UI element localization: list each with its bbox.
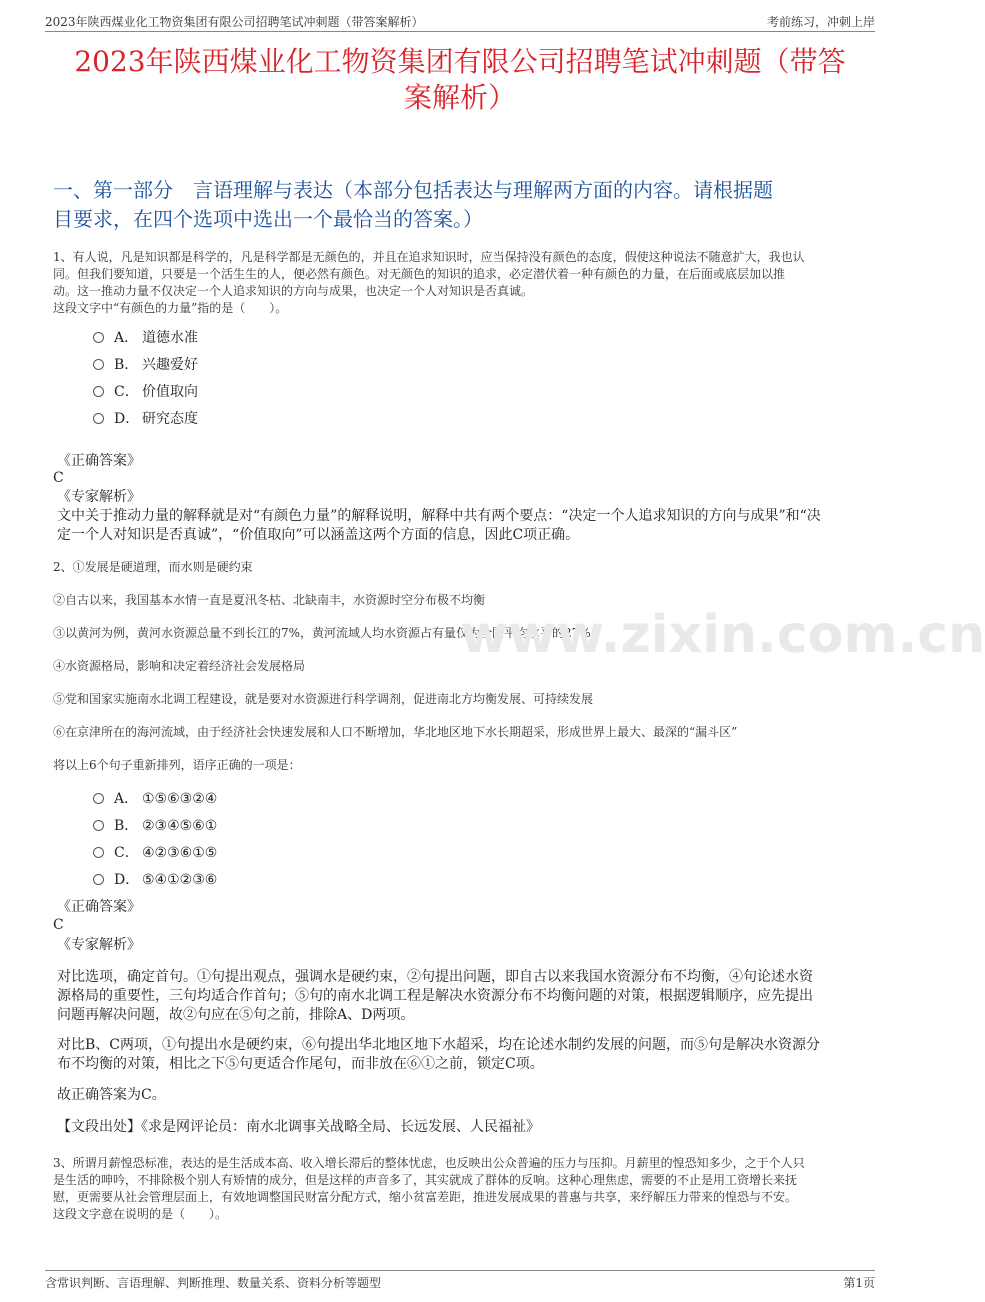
q1-option-a[interactable]: A． 道德水准 (93, 328, 198, 348)
section-heading-line-2: 目要求，在四个选项中选出一个最恰当的答案。） (53, 207, 483, 231)
q2-sentence-3: ③以黄河为例，黄河水资源总量不到长江的7%，黄河流域人均水资源占有量仅为全国平均水平的27% (53, 626, 591, 640)
radio-icon[interactable] (93, 332, 104, 343)
q3-line-3: 慰，更需要从社会管理层面上，有效地调整国民财富分配方式，缩小贫富差距，推进发展成果的普惠与共享，来纾解压力带来的惶恐与不安。 (53, 1190, 798, 1204)
radio-icon[interactable] (93, 386, 104, 397)
q2-explanation-conclusion: 故正确答案为C。 (57, 1087, 166, 1103)
q1-expert-heading: 《专家解析》 (57, 489, 141, 505)
q3-question: 这段文字意在说明的是（ ）。 (53, 1207, 228, 1221)
q1-line-3: 动。这一推动力量不仅决定一个人追求知识的方向与成果，也决定一个人对知识是否真诚。 (53, 284, 534, 298)
q3-line-1: 3、所谓月薪惶恐标准，表达的是生活成本高、收入增长滞后的整体忧虑，也反映出公众普遍的压力与压抑。月薪里的惶恐知多少，之于个人只 (53, 1156, 805, 1170)
q2-sentence-6: ⑥在京津所在的海河流域，由于经济社会快速发展和人口不断增加，华北地区地下水长期超采，形成世界上最大、最深的“漏斗区” (53, 725, 738, 739)
q2-sentence-5: ⑤党和国家实施南水北调工程建设，就是要对水资源进行科学调剂，促进南北方均衡发展、可持续发展 (53, 692, 594, 706)
radio-icon[interactable] (93, 413, 104, 424)
title-line-2: 案解析） (403, 81, 516, 114)
q2-sentence-4: ④水资源格局，影响和决定着经济社会发展格局 (53, 659, 306, 673)
q2-sentence-2: ②自古以来，我国基本水情一直是夏汛冬枯、北缺南丰，水资源时空分布极不均衡 (53, 593, 486, 607)
radio-icon[interactable] (93, 359, 104, 370)
q2-explanation-para-1: 对比选项，确定首句。①句提出观点，强调水是硬约束，②句提出问题，即自古以来我国水资源分布不均衡，④句论述水资 源格局的重要性，三句均适合作首句；⑤句的南水北调工程是解决水资源分布不均衡问题的对策，根据逻辑顺序，应先提出 问题再解决问题，故②句应在⑤句之前，排除A、D两项。 (57, 969, 813, 1023)
page-header (45, 10, 875, 32)
q2-question: 将以上6个句子重新排列，语序正确的一项是： (53, 758, 301, 772)
q2-option-b[interactable]: B． ②③④⑤⑥① (93, 816, 217, 836)
page-footer (45, 1270, 875, 1292)
radio-icon[interactable] (93, 820, 104, 831)
question-3-stem (53, 1155, 875, 1223)
q2-answer: C (53, 917, 64, 933)
q2-option-a[interactable]: A． ①⑤⑥③②④ (93, 789, 217, 809)
header-doc-title: 2023年陕西煤业化工物资集团有限公司招聘笔试冲刺题（带答案解析） (45, 15, 424, 29)
q2-stem: 2、①发展是硬道理，而水则是硬约束 (53, 560, 253, 574)
q1-answer: C (53, 470, 64, 486)
q2-option-c[interactable]: C． ④②③⑥①⑤ (93, 843, 217, 863)
q1-line-1: 1、有人说，凡是知识都是科学的，凡是科学都是无颜色的，并且在追求知识时，应当保持没有颜色的态度，假使这种说法不随意扩大，我也认 (53, 250, 805, 264)
title-line-1: 2023年陕西煤业化工物资集团有限公司招聘笔试冲刺题（带答 (74, 45, 846, 78)
page-number: 第1页 (843, 1276, 875, 1290)
q1-option-b[interactable]: B． 兴趣爱好 (93, 355, 198, 375)
q1-line-2: 同。但我们要知道，只要是一个活生生的人，便必然有颜色。对无颜色的知识的追求，必定潜伏着一种有颜色的力量，在后面或底层加以推 (53, 267, 786, 281)
radio-icon[interactable] (93, 874, 104, 885)
radio-icon[interactable] (93, 847, 104, 858)
q2-expert-heading: 《专家解析》 (57, 937, 141, 953)
question-1-stem (53, 249, 875, 317)
q1-option-c[interactable]: C． 价值取向 (93, 382, 198, 402)
q1-answer-heading: 《正确答案》 (57, 453, 141, 469)
section-heading (53, 176, 875, 234)
q2-option-d[interactable]: D． ⑤④①②③⑥ (93, 870, 217, 890)
q1-question: 这段文字中“有颜色的力量”指的是（ ）。 (53, 301, 288, 315)
section-heading-line-1: 一、第一部分 言语理解与表达（本部分包括表达与理解两方面的内容。请根据题 (53, 178, 773, 202)
document-title (45, 44, 875, 116)
footer-topics: 含常识判断、言语理解、判断推理、数量关系、资料分析等题型 (45, 1276, 382, 1290)
q3-line-2: 是生活的呻吟，不排除极个别人有矫情的成分，但是这样的声音多了，其实就成了群体的反响。这种心理焦虑，需要的不止是用工资增长来抚 (53, 1173, 798, 1187)
q1-explanation: 文中关于推动力量的解释就是对“有颜色力量”的解释说明，解释中共有两个要点：“决定一个人追求知识的方向与成果”和“决 定一个人对知识是否真诚”，“价值取向”可以涵盖这两个方面的信息，因此C项正确。 (57, 508, 821, 543)
q1-option-d[interactable]: D． 研究态度 (93, 409, 198, 429)
q2-explanation-para-2: 对比B、C两项，①句提出水是硬约束，⑥句提出华北地区地下水超采，均在论述水制约发展的问题，而⑤句是解决水资源分 布不均衡的对策，相比之下⑤句更适合作尾句，而非放在⑥①之前，锁定C项。 (57, 1037, 820, 1072)
q2-source: 【文段出处】《求是网评论员：南水北调事关战略全局、长远发展、人民福祉》 (57, 1119, 540, 1135)
radio-icon[interactable] (93, 793, 104, 804)
watermark: www.zixin.com.cn (460, 605, 985, 665)
q2-answer-heading: 《正确答案》 (57, 899, 141, 915)
header-slogan: 考前练习，冲刺上岸 (766, 15, 875, 29)
